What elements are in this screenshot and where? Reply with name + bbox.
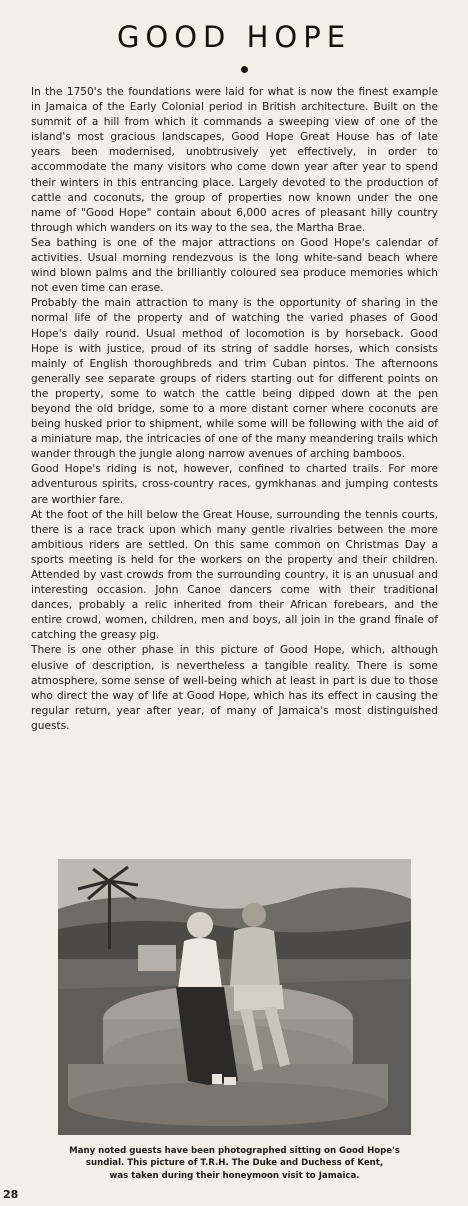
paragraph-riding: Good Hope's riding is not, however, confined to charted trails. For more adventurous spirits, cross-country races, gymkhanas and jumping contests are worthier fare. [31,463,438,506]
article-title: GOOD HOPE [116,20,352,54]
page-number: 28 [3,1188,19,1201]
paragraph-race-track: At the foot of the hill below the Great House, surrounding the tennis courts, there is a race track upon which many gentle rivalries between the more ambitious riders are settled. On this same common on Christmas Day a sports meeting is held for the workers on the property and their children. Attended by vast crowds from the surrounding country, it is an unusual and interesting occasion. John Canoe dancers come with their traditional dances, probably a relic inherited from their African forebears, and the entire crowd, women, children, men and boys, all join in the grand finale of catching the greasy pig. [31,508,438,642]
title-bullet-ornament [241,66,248,73]
caption-line: was taken during their honeymoon visit to Jamaica. [109,1170,360,1181]
paragraph-sea-bathing: Sea bathing is one of the major attractions on Good Hope's calendar of activities. Usual morning rendezvous is the long white-sand beach where wind blown palms and the brilliantly coloured sea produce memories which not even time can erase. [31,236,438,295]
photo-illustration [58,859,411,1135]
paragraph-history: In the 1750's the foundations were laid for what is now the finest example in Jamaica of the Early Colonial period in British architecture. Built on the summit of a hill from which it commands a sweeping view of one of the island's most gracious landscapes, Good Hope Great House has of late years been modernised, unobtrusively yet effectively, in order to accommodate the many visitors who come down year after year to spend their winters in this entrancing place. Largely devoted to the production of cattle and coconuts, the group of properties now known under the one name of "Good Hope" contain about 6,000 acres of pleasant hilly country through which wanders on its way to the sea, the Martha Brae. [31,86,438,234]
caption-line: sundial. This picture of T.R.H. The Duke and Duchess of Kent, [85,1158,384,1169]
article-body [31,85,438,734]
paragraph-atmosphere: There is one other phase in this picture of Good Hope, which, although elusive of description, is nevertheless a tangible reality. There is some atmosphere, some sense of well-being which at least in part is due to those who direct the way of life at Good Hope, which has its effect in causing the regular return, year after year, of many of Jamaica's most distinguished guests. [31,644,438,732]
sundial-photograph [58,859,411,1135]
photo-caption [62,1145,407,1182]
caption-line: Many noted guests have been photographed sitting on Good Hope's [69,1146,400,1156]
paragraph-horseback: Probably the main attraction to many is the opportunity of sharing in the normal life of the property and of watching the varied phases of Good Hope's daily round. Usual method of locomotion is by horseback. Good Hope is with justice, proud of its string of saddle horses, which consists mainly of English thoroughbreds and trim Cuban pintos. The afternoons generally see separate groups of riders starting out for different points on the property, some to watch the cattle being dipped down at the pen beyond the old bridge, some to a more distant corner where coconuts are being husked prior to shipment, while some will be following with the aid of a miniature map, the intricacies of one of the many meandering trails which wander through the jungle along narrow avenues of arching bamboos. [31,297,438,461]
